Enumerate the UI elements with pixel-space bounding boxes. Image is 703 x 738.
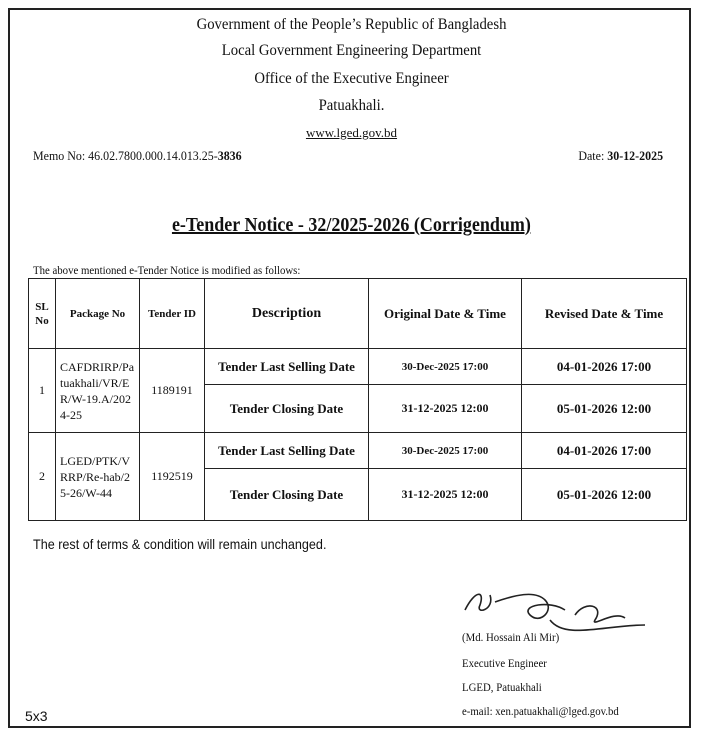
table-row [29, 349, 687, 385]
header-sl-line2: No [35, 314, 49, 327]
signer-name: (Md. Hossain Ali Mir) [462, 630, 560, 644]
memo-number [33, 148, 242, 164]
row-revised-date: 04-01-2026 17:00 [522, 349, 687, 385]
memo-prefix: Memo No: 46.02.7800.000.14.013.25- [33, 148, 218, 163]
row-package: LGED/PTK/VRRP/Re-hab/25-26/W-44 [56, 433, 140, 521]
header-description: Description [205, 279, 369, 349]
row-tender-id: 1189191 [140, 349, 205, 433]
row-original-date: 31-12-2025 12:00 [369, 385, 522, 433]
table-row [29, 433, 687, 469]
website-link-wrap [0, 125, 703, 141]
header-original-date: Original Date & Time [369, 279, 522, 349]
header-government: Government of the People’s Republic of Bangladesh [196, 16, 507, 33]
notice-date [578, 148, 663, 164]
header-revised-date: Revised Date & Time [522, 279, 687, 349]
header-office: Office of the Executive Engineer [254, 70, 449, 87]
header-sl-line1: SL [35, 300, 49, 313]
row-description: Tender Closing Date [205, 469, 369, 521]
header-department: Local Government Engineering Department [221, 42, 482, 59]
rest-terms-text: The rest of terms & condition will remain unchanged. [33, 536, 327, 552]
row-description: Tender Last Selling Date [205, 433, 369, 469]
table-header-row [29, 279, 687, 349]
row-original-date: 30-Dec-2025 17:00 [369, 349, 522, 385]
row-revised-date: 04-01-2026 17:00 [522, 433, 687, 469]
memo-suffix: 3836 [217, 148, 242, 163]
row-sl: 2 [29, 433, 56, 521]
header-tender-id: Tender ID [140, 279, 205, 349]
signer-email[interactable]: e-mail: xen.patuakhali@lged.gov.bd [462, 704, 619, 718]
header-sl [29, 279, 56, 349]
row-sl: 1 [29, 349, 56, 433]
signer-designation: Executive Engineer [462, 656, 547, 670]
row-original-date: 31-12-2025 12:00 [369, 469, 522, 521]
row-original-date: 30-Dec-2025 17:00 [369, 433, 522, 469]
tender-table [28, 278, 687, 521]
corner-tag: 5x3 [25, 708, 48, 724]
row-revised-date: 05-01-2026 12:00 [522, 469, 687, 521]
notice-title [0, 214, 703, 237]
intro-text: The above mentioned e-Tender Notice is modified as follows: [33, 263, 301, 277]
date-label: Date: [578, 148, 608, 163]
row-package: CAFDRIRP/Patuakhali/VR/ER/W-19.A/2024-25 [56, 349, 140, 433]
website-link[interactable]: www.lged.gov.bd [305, 125, 398, 140]
row-revised-date: 05-01-2026 12:00 [522, 385, 687, 433]
row-description: Tender Closing Date [205, 385, 369, 433]
row-tender-id: 1192519 [140, 433, 205, 521]
date-value: 30-12-2025 [607, 148, 663, 163]
notice-title-text: e-Tender Notice - 32/2025-2026 (Corrigendum) [172, 214, 531, 236]
signer-office: LGED, Patuakhali [462, 680, 542, 694]
header-package: Package No [56, 279, 140, 349]
row-description: Tender Last Selling Date [205, 349, 369, 385]
header-location: Patuakhali. [318, 97, 385, 114]
